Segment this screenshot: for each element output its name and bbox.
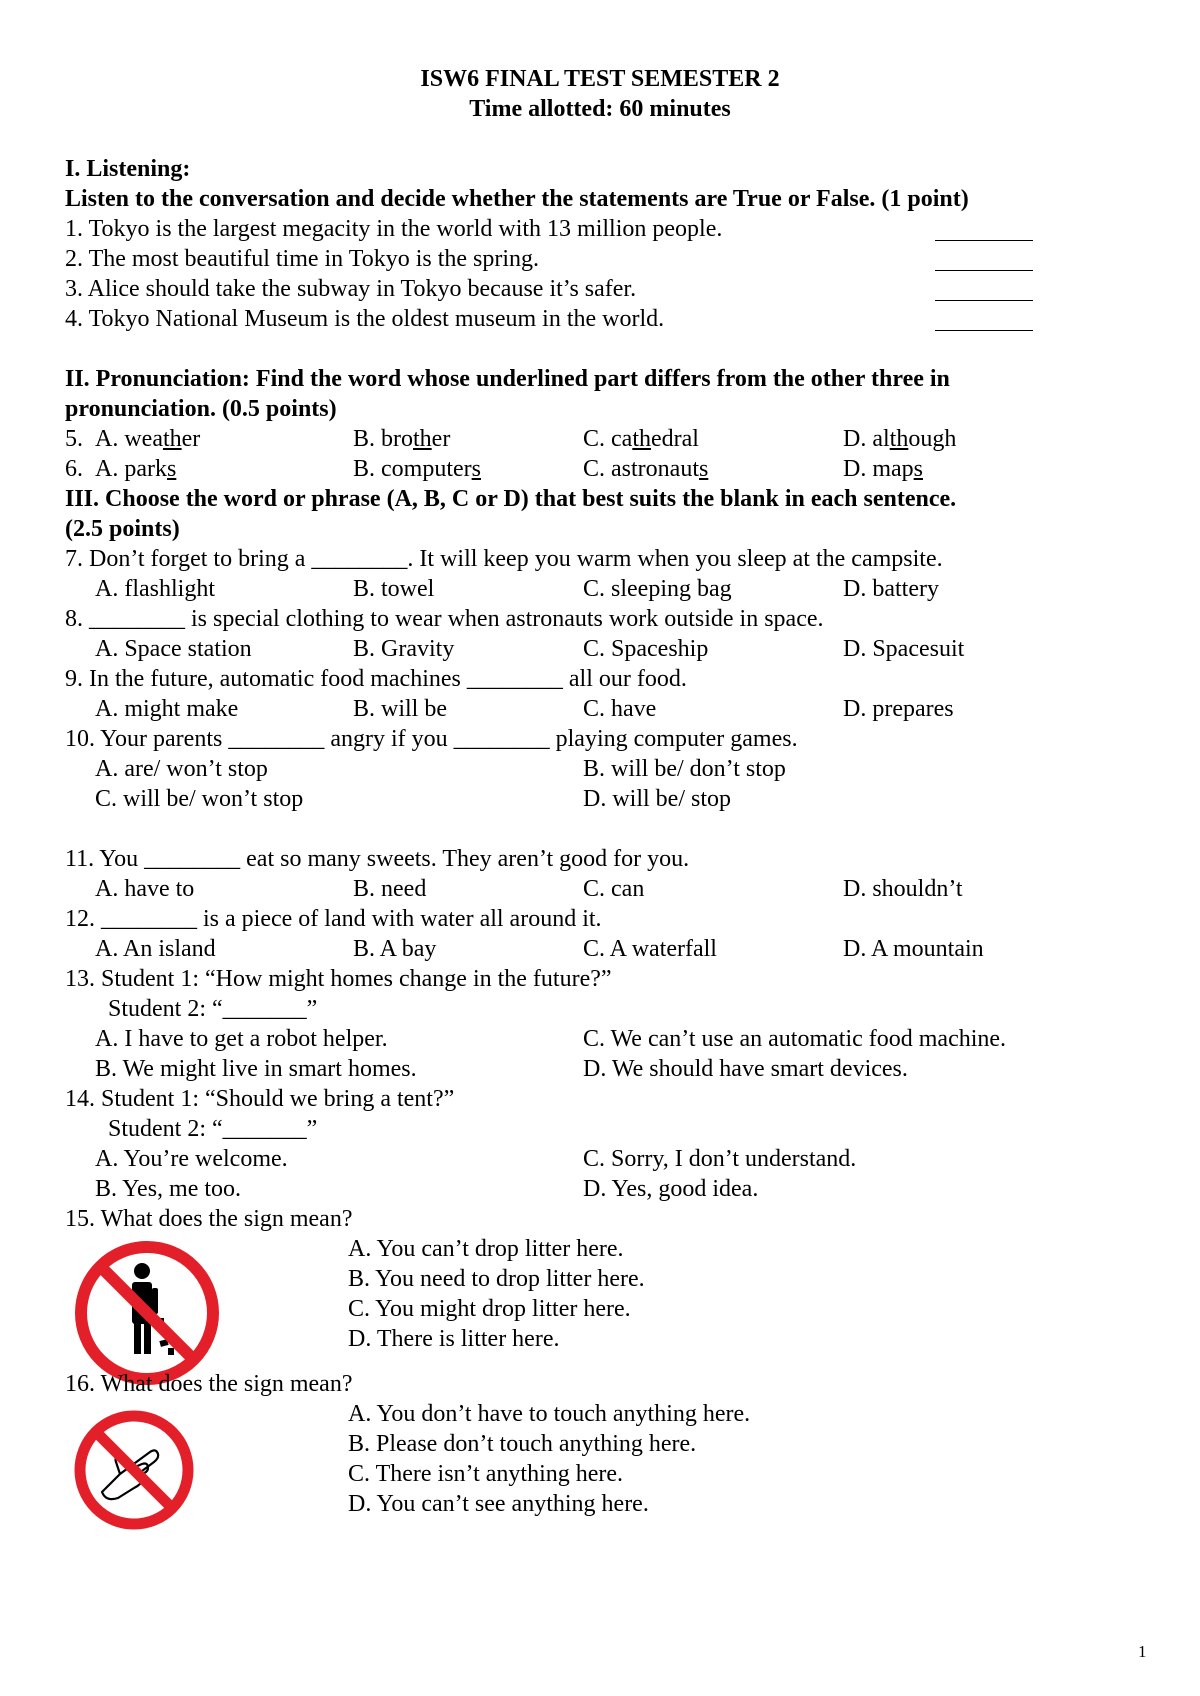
answer-blank-1[interactable] <box>935 240 1033 241</box>
listening-item-3: 3. Alice should take the subway in Tokyo because it’s safer. <box>65 276 637 302</box>
option-16a[interactable]: A. You don’t have to touch anything here. <box>348 1401 751 1427</box>
option-13a[interactable]: A. I have to get a robot helper. <box>95 1026 388 1052</box>
question-14-stem: 14. Student 1: “Should we bring a tent?” <box>65 1086 455 1112</box>
option-8b[interactable]: B. Gravity <box>353 636 455 662</box>
option-11d[interactable]: D. shouldn’t <box>843 876 963 902</box>
option-13d[interactable]: D. We should have smart devices. <box>583 1056 908 1082</box>
option-15b[interactable]: B. You need to drop litter here. <box>348 1266 645 1292</box>
option-8d[interactable]: D. Spacesuit <box>843 636 965 662</box>
question-10-stem: 10. Your parents ________ angry if you ________ playing computer games. <box>65 726 798 752</box>
option-14d[interactable]: D. Yes, good idea. <box>583 1176 759 1202</box>
option-10b[interactable]: B. will be/ don’t stop <box>583 756 786 782</box>
option-9c[interactable]: C. have <box>583 696 657 722</box>
question-16-stem: 16. What does the sign mean? <box>65 1371 353 1397</box>
option-14b[interactable]: B. Yes, me too. <box>95 1176 242 1202</box>
option-15a[interactable]: A. You can’t drop litter here. <box>348 1236 624 1262</box>
option-15d[interactable]: D. There is litter here. <box>348 1326 560 1352</box>
question-12-stem: 12. ________ is a piece of land with water all around it. <box>65 906 602 932</box>
option-6b[interactable]: B. computers <box>353 456 481 482</box>
question-13-stem-2: Student 2: “_______” <box>108 996 318 1022</box>
time-allotted: Time allotted: 60 minutes <box>469 96 731 122</box>
question-14-stem-2: Student 2: “_______” <box>108 1116 318 1142</box>
do-not-touch-sign-icon <box>72 1408 196 1532</box>
option-16b[interactable]: B. Please don’t touch anything here. <box>348 1431 697 1457</box>
option-12c[interactable]: C. A waterfall <box>583 936 717 962</box>
question-13-stem: 13. Student 1: “How might homes change in the future?” <box>65 966 612 992</box>
option-6c[interactable]: C. astronauts <box>583 456 709 482</box>
option-10d[interactable]: D. will be/ stop <box>583 786 731 812</box>
option-7b[interactable]: B. towel <box>353 576 435 602</box>
listening-instruction: Listen to the conversation and decide whether the statements are True or False. (1 point) <box>65 186 969 212</box>
option-11b[interactable]: B. need <box>353 876 427 902</box>
option-15c[interactable]: C. You might drop litter here. <box>348 1296 631 1322</box>
option-10a[interactable]: A. are/ won’t stop <box>95 756 268 782</box>
option-14c[interactable]: C. Sorry, I don’t understand. <box>583 1146 857 1172</box>
question-8-stem: 8. ________ is special clothing to wear when astronauts work outside in space. <box>65 606 824 632</box>
option-6a[interactable]: A. parks <box>95 456 177 482</box>
option-12d[interactable]: D. A mountain <box>843 936 984 962</box>
option-7c[interactable]: C. sleeping bag <box>583 576 732 602</box>
option-13c[interactable]: C. We can’t use an automatic food machine. <box>583 1026 1007 1052</box>
question-15-stem: 15. What does the sign mean? <box>65 1206 353 1232</box>
listening-item-2: 2. The most beautiful time in Tokyo is the spring. <box>65 246 540 272</box>
question-number-5: 5. <box>65 426 83 452</box>
option-14a[interactable]: A. You’re welcome. <box>95 1146 288 1172</box>
listening-item-1: 1. Tokyo is the largest megacity in the world with 13 million people. <box>65 216 723 242</box>
option-16d[interactable]: D. You can’t see anything here. <box>348 1491 649 1517</box>
option-12a[interactable]: A. An island <box>95 936 216 962</box>
question-7-stem: 7. Don’t forget to bring a ________. It will keep you warm when you sleep at the campsite. <box>65 546 943 572</box>
section-heading-choose: III. Choose the word or phrase (A, B, C or D) that best suits the blank in each sentence. <box>65 486 957 512</box>
listening-item-4: 4. Tokyo National Museum is the oldest museum in the world. <box>65 306 665 332</box>
section-heading-listening: I. Listening: <box>65 156 191 182</box>
option-6d[interactable]: D. maps <box>843 456 923 482</box>
question-9-stem: 9. In the future, automatic food machines ________ all our food. <box>65 666 687 692</box>
section-heading-pronunciation-cont: pronunciation. (0.5 points) <box>65 396 337 422</box>
option-5a[interactable]: A. weather <box>95 426 201 452</box>
option-7d[interactable]: D. battery <box>843 576 939 602</box>
option-7a[interactable]: A. flashlight <box>95 576 215 602</box>
option-5d[interactable]: D. although <box>843 426 957 452</box>
answer-blank-4[interactable] <box>935 330 1033 331</box>
option-9b[interactable]: B. will be <box>353 696 447 722</box>
option-8c[interactable]: C. Spaceship <box>583 636 709 662</box>
option-12b[interactable]: B. A bay <box>353 936 437 962</box>
option-10c[interactable]: C. will be/ won’t stop <box>95 786 304 812</box>
option-5b[interactable]: B. brother <box>353 426 451 452</box>
option-13b[interactable]: B. We might live in smart homes. <box>95 1056 417 1082</box>
option-5c[interactable]: C. cathedral <box>583 426 699 452</box>
question-number-6: 6. <box>65 456 83 482</box>
answer-blank-3[interactable] <box>935 300 1033 301</box>
question-11-stem: 11. You ________ eat so many sweets. They aren’t good for you. <box>65 846 690 872</box>
option-11c[interactable]: C. can <box>583 876 645 902</box>
section-heading-pronunciation: II. Pronunciation: Find the word whose underlined part differs from the other three in <box>65 366 950 392</box>
option-9a[interactable]: A. might make <box>95 696 239 722</box>
option-8a[interactable]: A. Space station <box>95 636 252 662</box>
section-heading-choose-cont: (2.5 points) <box>65 516 180 542</box>
page-title: ISW6 FINAL TEST SEMESTER 2 <box>420 66 780 92</box>
option-16c[interactable]: C. There isn’t anything here. <box>348 1461 624 1487</box>
no-littering-sign-icon <box>72 1238 222 1388</box>
option-11a[interactable]: A. have to <box>95 876 195 902</box>
option-9d[interactable]: D. prepares <box>843 696 954 722</box>
page-number: 1 <box>1138 1642 1147 1661</box>
answer-blank-2[interactable] <box>935 270 1033 271</box>
